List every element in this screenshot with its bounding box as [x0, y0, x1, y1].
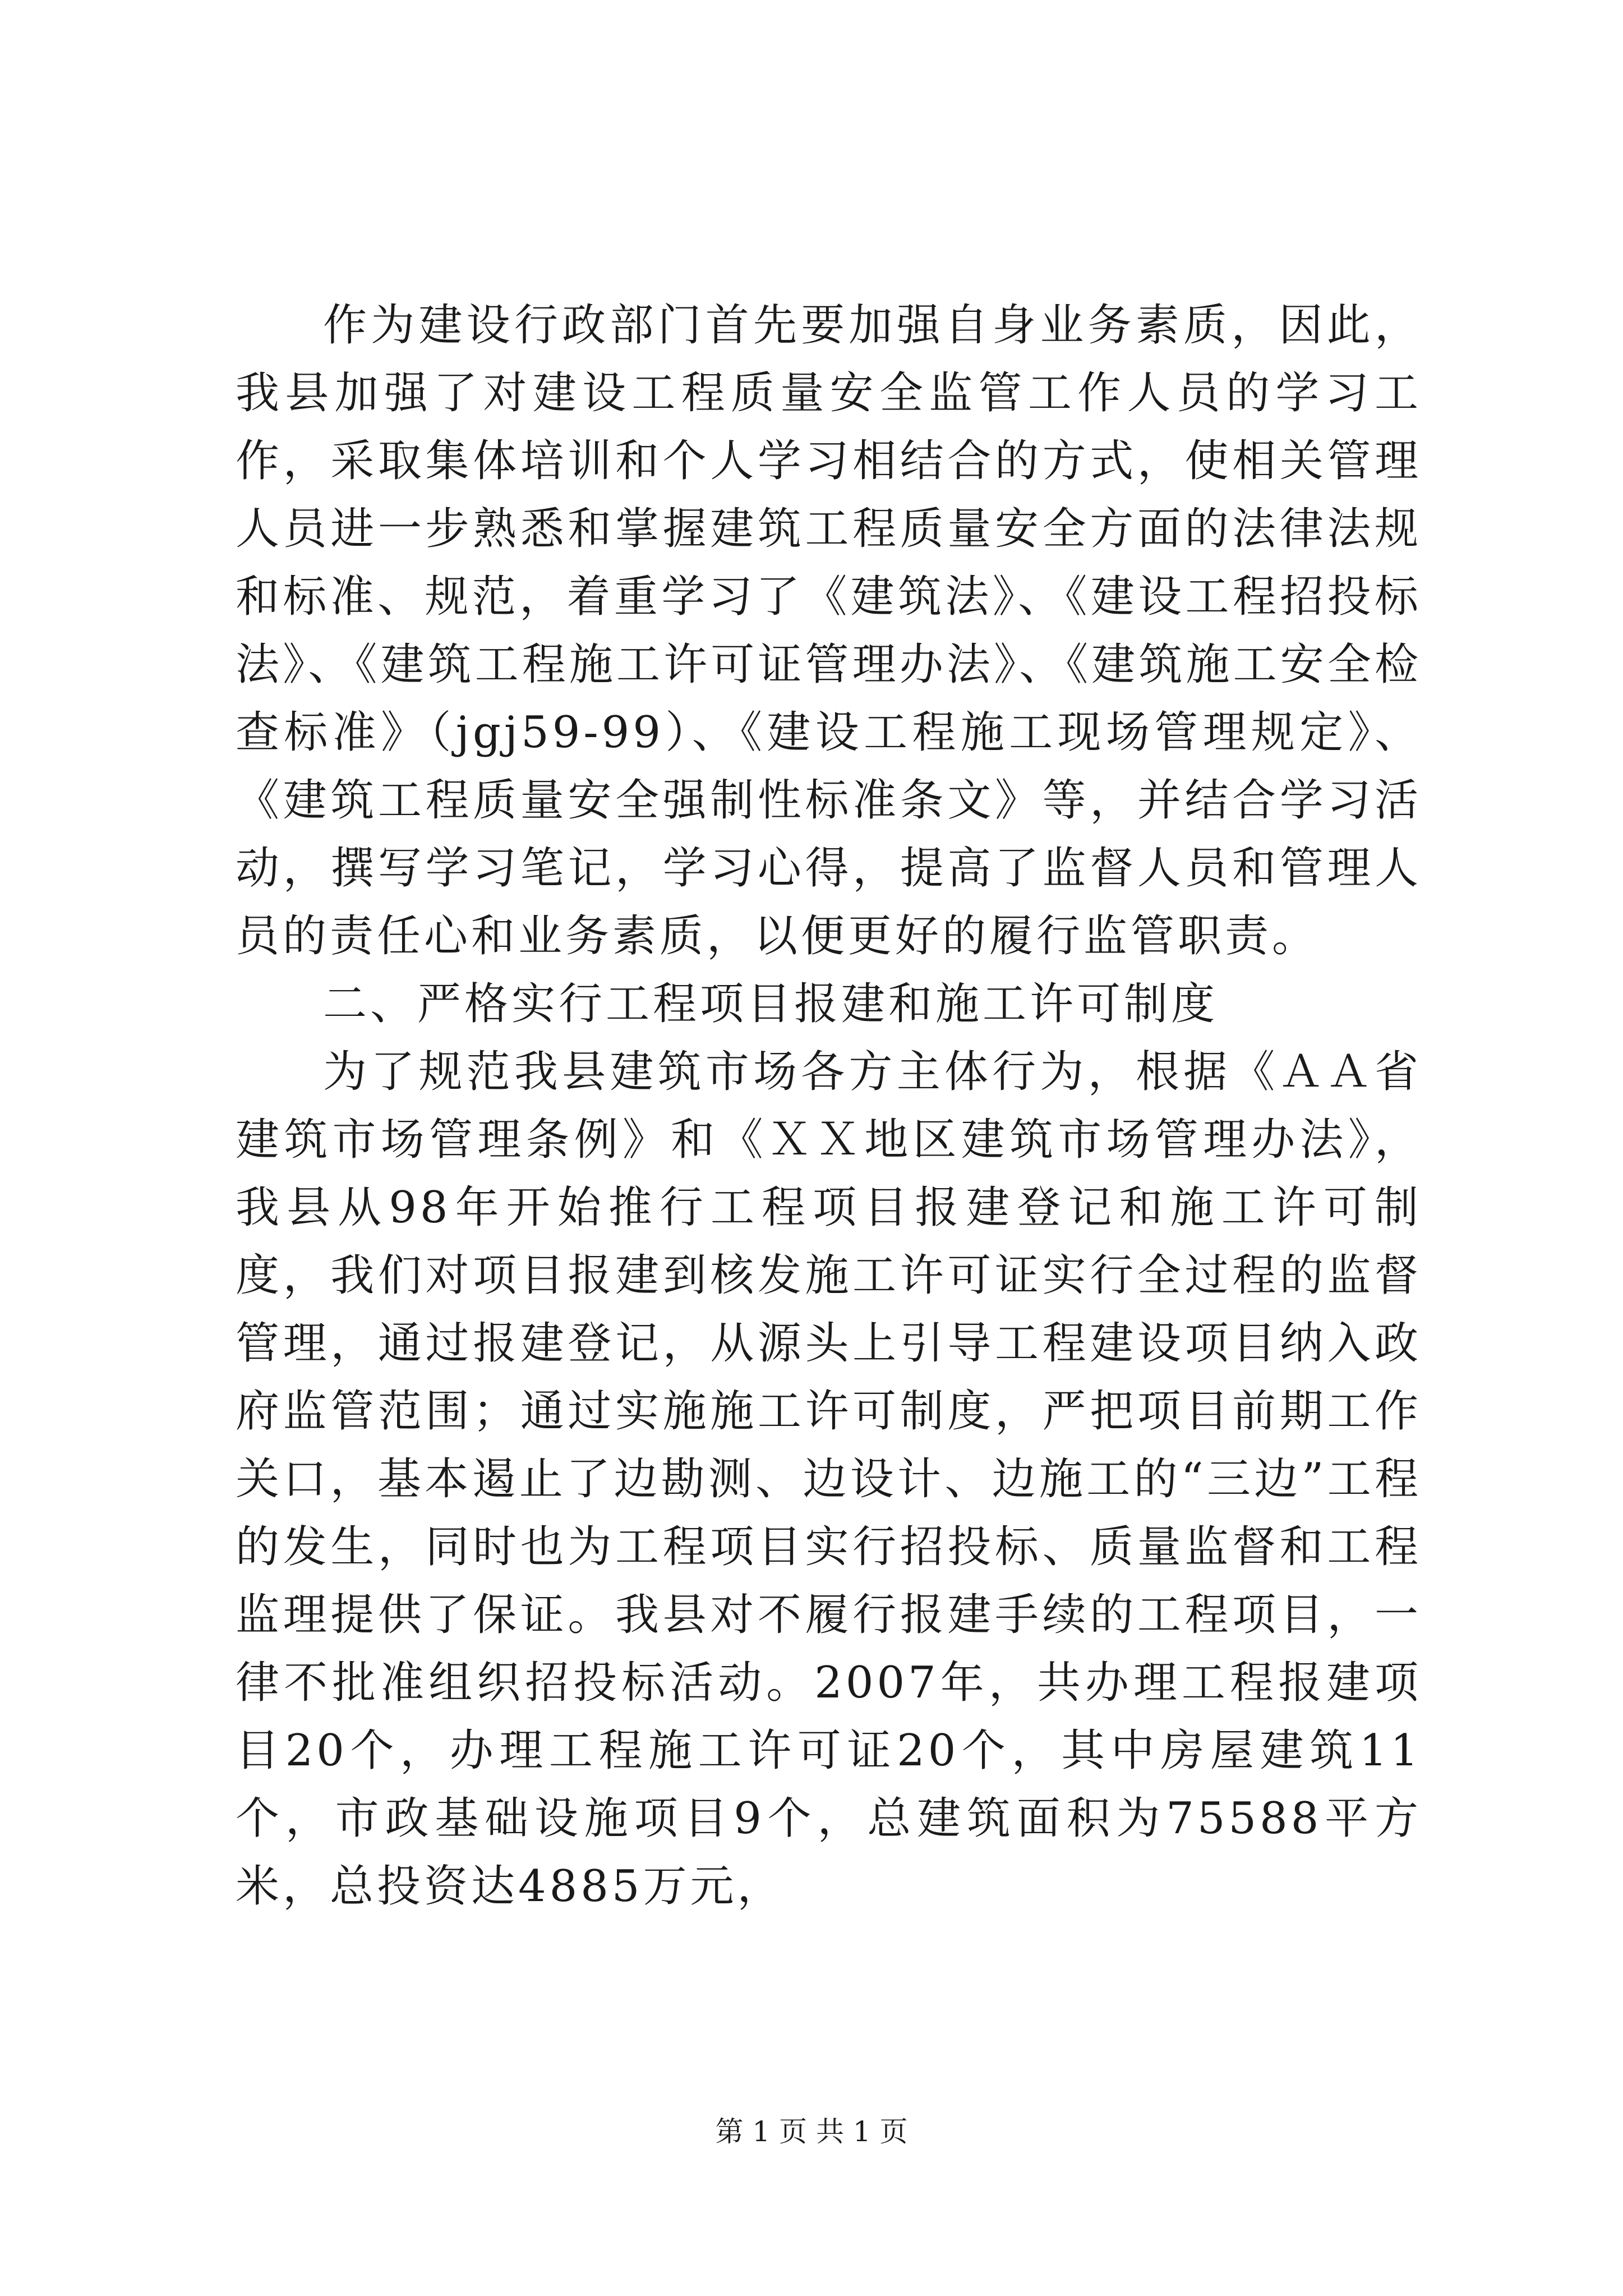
paragraph-permit: 为了规范我县建筑市场各方主体行为，根据《ＡＡ省建筑市场管理条例》和《ＸＸ地区建筑市场管理办法》，我县从98年开始推行工程项目报建登记和施工许可制度，我们对项目报建到核发施工许可证实行全过程的监督管理，通过报建登记，从源头上引导工程建设项目纳入政府监管范围；通过实施施工许可制度，严把项目前期工作关口，基本遏止了边勘测、边设计、边施工的“三边”工程的发生，同时也为工程项目实行招投标、质量监督和工程监理提供了保证。我县对不履行报建手续的工程项目，一律不批准组织招投标活动。2007年，共办理工程报建项目20个，办理工程施工许可证20个，其中房屋建筑11个，市政基础设施项目9个，总建筑面积为75588平方米，总投资达4885万元，	[236, 1047, 1422, 1912]
body-text	[236, 292, 1422, 1921]
paragraph-study: 作为建设行政部门首先要加强自身业务素质，因此，我县加强了对建设工程质量安全监管工作人员的学习工作，采取集体培训和个人学习相结合的方式，使相关管理人员进一步熟悉和掌握建筑工程质量安全方面的法律法规和标准、规范，着重学习了《建筑法》、《建设工程招投标法》、《建筑工程施工许可证管理办法》、《建筑施工安全检查标准》（jgj59-99）、《建设工程施工现场管理规定》、《建筑工程质量安全强制性标准条文》等，并结合学习活动，撰写学习笔记，学习心得，提高了监督人员和管理人员的责任心和业务素质，以便更好的履行监管职责。	[236, 300, 1422, 961]
page-footer: 第 1 页 共 1 页	[715, 2115, 908, 2148]
section-heading: 二、严格实行工程项目报建和施工许可制度	[323, 979, 1219, 1029]
